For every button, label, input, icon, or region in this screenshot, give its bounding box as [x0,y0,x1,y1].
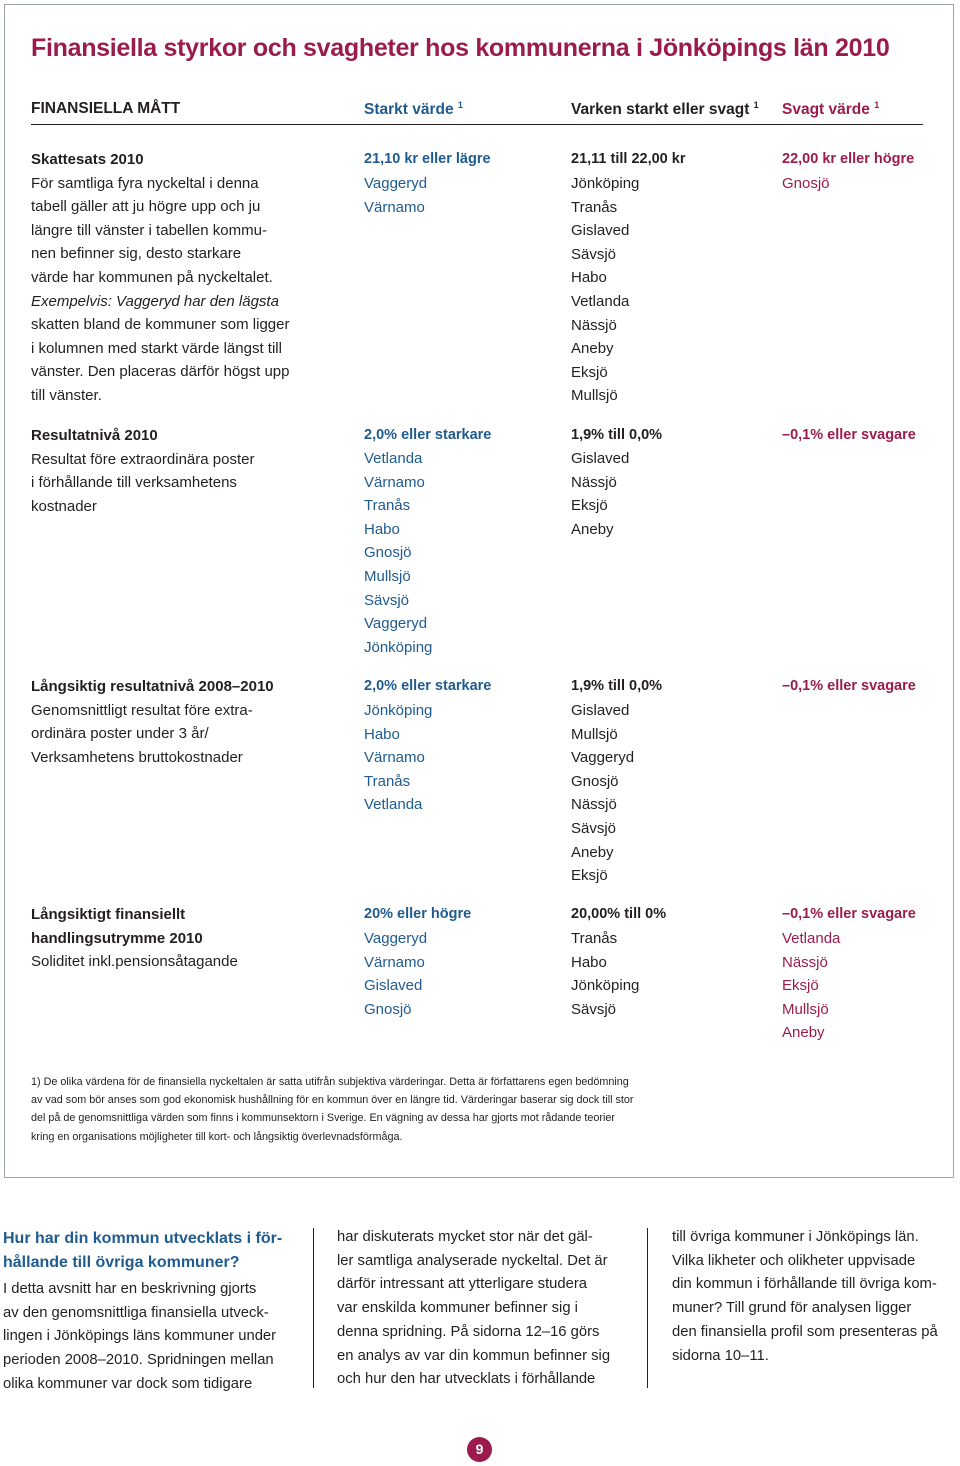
municipality: Gnosjö [364,544,412,562]
description-line: Resultat före extraordinära poster [31,450,255,468]
municipality: Sävsjö [571,1000,617,1018]
section-lres-description [31,675,274,769]
strong-list [364,927,427,1021]
municipality: Vetlanda [571,292,630,310]
municipality: Tranås [571,930,618,947]
footnote [31,1073,691,1146]
page-title: Finansiella styrkor och svagheter hos kommunerna i Jönköpings län 2010 [31,34,890,62]
municipality: Gislaved [571,702,630,719]
text-line: olika kommuner var dock som tidigare [3,1375,253,1392]
municipality: Sävsjö [571,819,617,837]
municipality: Jönköping [571,977,640,995]
section-heading: handlingsutrymme 2010 [31,929,203,947]
weak-list [782,927,840,1045]
description-line: ordinära poster under 3 år/ [31,725,209,743]
text-line: har diskuterats mycket stor när det gäl- [337,1229,593,1245]
text-line: I detta avsnitt har en beskrivning gjorts [3,1281,257,1297]
description-line: skatten bland de kommuner som ligger [31,316,290,334]
column-divider [313,1228,314,1388]
threshold-strong: 2,0% eller starkare [364,427,492,443]
text-line: var enskilda kommuner befinner sig i [337,1300,578,1317]
column-divider [647,1228,648,1388]
municipality: Vetlanda [782,930,841,947]
weak-list [782,172,830,196]
municipality: Gnosjö [364,1000,412,1018]
article-heading [3,1227,293,1275]
strong-list [364,699,432,817]
municipality: Vaggeryd [571,749,635,767]
article-heading-line: hållande till övriga kommuner? [3,1254,240,1271]
text-line: denna spridning. På sidorna 12–16 görs [337,1323,600,1340]
municipality: Habo [571,269,607,287]
municipality: Eksjö [571,497,608,515]
text-line: ler samtliga analyserade nyckeltal. Det är [337,1252,608,1269]
text-line: till övriga kommuner i Jönköpings län. [672,1229,919,1245]
header-neutral: Varken starkt eller svagt $^1$ [571,100,759,119]
section-heading: Resultatnivå 2010 [31,427,158,444]
municipality: Gnosjö [782,175,830,192]
municipality: Mullsjö [782,1000,829,1018]
municipality: Aneby [571,843,614,861]
footnote-line: del på de genomsnittliga värden som finns i kommunsektorn i Sverige. En vägning av dessa har gjorts mot rådande teorier [31,1112,615,1125]
municipality: Sävsjö [571,245,617,263]
municipality: Mullsjö [571,387,618,405]
text-line: perioden 2008–2010. Spridningen mellan [3,1352,274,1369]
description-line: värde har kommunen på nyckeltalet. [31,268,273,286]
text-line: och hur den har utvecklats i förhållande [337,1371,596,1388]
footnote-line: av vad som bör anses som god ekonomisk hushållning för en kommun över en längre tid. Värderingar baserar sig dock till stor [31,1094,634,1107]
text-line: Vilka likheter och olikheter uppvisade [672,1252,916,1269]
text-line: en analys av var din kommun befinner sig [337,1347,611,1364]
text-line: sidorna 10–11. [672,1347,769,1364]
threshold-neutral: 1,9% till 0,0% [571,678,663,694]
municipality: Sävsjö [364,591,410,609]
municipality: Jönköping [571,175,640,192]
article-heading-line: Hur har din kommun utvecklats i för- [3,1230,283,1247]
municipality: Nässjö [571,796,617,814]
description-line: i förhållande till verksamhetens [31,474,237,492]
municipality: Mullsjö [364,567,411,585]
article-column-3 [672,1226,957,1368]
municipality: Eksjö [571,867,608,885]
strong-list [364,447,432,659]
article-column-1 [3,1278,303,1397]
municipality: Habo [364,520,400,538]
description-line: tabell gäller att ju högre upp och ju [31,198,261,216]
threshold-neutral: 21,11 till 22,00 kr [571,151,686,167]
municipality: Jönköping [364,702,433,719]
municipality: Gislaved [364,977,423,995]
threshold-neutral: 1,9% till 0,0% [571,427,663,443]
municipality: Mullsjö [571,725,618,743]
footnote-line: 1) De olika värdena för de finansiella nyckeltalen är satta utifrån subjektiva värderingar. Detta är författarens egen bedömning [31,1076,629,1088]
threshold-strong: 2,0% eller starkare [364,678,492,694]
description-line: vänster. Den placeras därför högst upp [31,363,290,381]
description-line: Soliditet inkl.pensionsåtagande [31,953,238,971]
municipality: Aneby [571,340,614,358]
neutral-list [571,447,629,541]
municipality: Tranås [364,772,411,790]
municipality: Gislaved [571,222,630,240]
section-skatt-description [31,148,290,408]
municipality: Värnamo [364,473,425,491]
text-line: muner? Till grund för analysen ligger [672,1300,912,1317]
strong-list [364,172,427,219]
municipality: Habo [364,725,400,743]
neutral-list [571,172,639,408]
municipality: Aneby [782,1024,825,1042]
description-line: kostnader [31,497,97,515]
municipality: Vaggeryd [364,930,428,947]
municipality: Tranås [571,198,618,216]
section-hand-description [31,903,238,974]
text-line: din kommun i förhållande till övriga kom- [672,1276,937,1293]
threshold-neutral: 20,00% till 0% [571,906,667,922]
header-strong: Starkt värde $^1$ [364,100,463,119]
municipality: Aneby [571,520,614,538]
municipality: Tranås [364,497,411,515]
municipality: Eksjö [571,363,608,381]
description-line: i kolumnen med starkt värde längst till [31,339,282,357]
threshold-weak: –0,1% eller svagare [782,906,916,922]
municipality: Eksjö [782,977,819,995]
text-line: den finansiella profil som presenteras på [672,1323,938,1340]
threshold-weak: –0,1% eller svagare [782,427,916,443]
threshold-weak: 22,00 kr eller högre [782,151,915,167]
municipality: Värnamo [364,749,425,767]
municipality: Gnosjö [571,772,619,790]
section-heading: Skattesats 2010 [31,151,144,168]
header-weak: Svagt värde $^1$ [782,100,880,119]
text-line: lingen i Jönköpings läns kommuner under [3,1328,277,1345]
text-line: av den genomsnittliga finansiella utveck- [3,1304,269,1321]
header-measure: FINANSIELLA MÅTT [31,100,181,117]
municipality: Vaggeryd [364,175,428,192]
footnote-line: kring en organisations möjligheter till kort- och långsiktig överlevnadsförmåga. [31,1130,403,1143]
description-line: Genomsnittligt resultat före extra- [31,701,253,719]
municipality: Värnamo [364,198,425,216]
description-line: Verksamhetens bruttokostnader [31,748,243,766]
header-rule [31,124,923,125]
municipality: Värnamo [364,953,425,971]
municipality: Gislaved [571,450,630,467]
threshold-strong: 21,10 kr eller lägre [364,151,491,167]
municipality: Habo [571,953,607,971]
description-line: nen befinner sig, desto starkare [31,245,242,263]
page-number: 9 [467,1437,492,1462]
municipality: Vetlanda [364,796,423,814]
article-column-2 [337,1226,637,1392]
municipality: Nässjö [571,316,617,334]
section-heading: Långsiktigt finansiellt [31,906,186,923]
description-line: längre till vänster i tabellen kommu- [31,221,267,239]
neutral-list [571,699,634,888]
municipality: Jönköping [364,638,433,656]
description-line: till vänster. [31,386,102,404]
section-heading: Långsiktig resultatnivå 2008–2010 [31,678,274,695]
threshold-strong: 20% eller högre [364,906,472,922]
municipality: Nässjö [782,953,828,971]
section-res-description [31,424,254,518]
threshold-weak: –0,1% eller svagare [782,678,916,694]
description-line: Exempelvis: Vaggeryd har den lägsta [31,292,279,310]
description-line: För samtliga fyra nyckeltal i denna [31,174,259,192]
text-line: därför intressant att ytterligare studera [337,1276,588,1293]
municipality: Vetlanda [364,450,423,467]
neutral-list [571,927,639,1021]
municipality: Vaggeryd [364,615,428,633]
municipality: Nässjö [571,473,617,491]
